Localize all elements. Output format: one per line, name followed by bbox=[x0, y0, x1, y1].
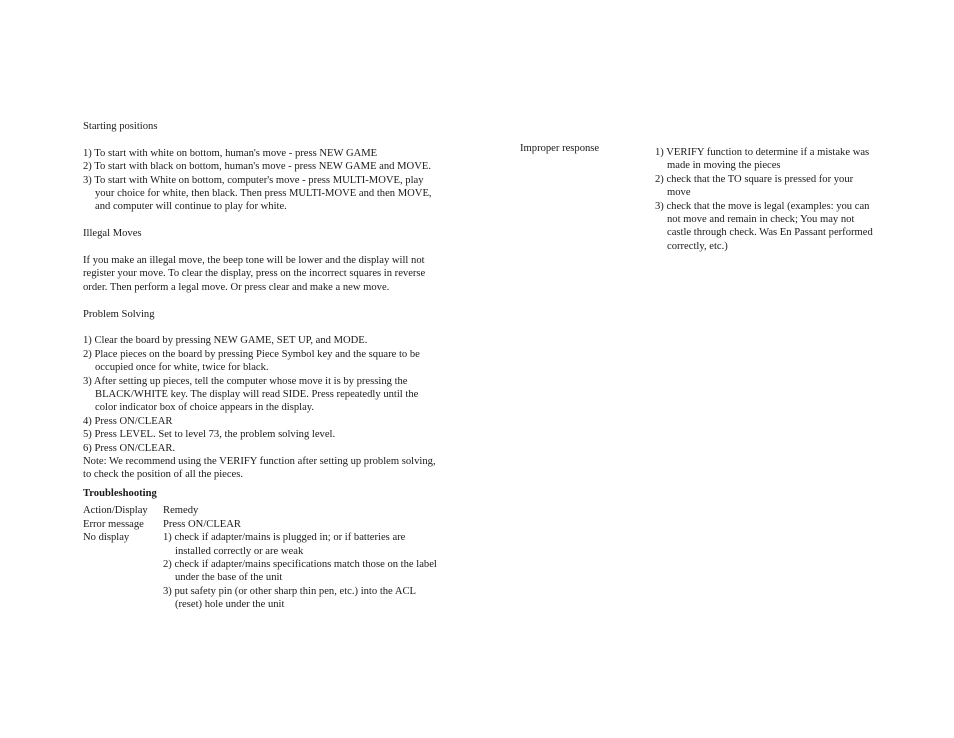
left-column bbox=[83, 120, 438, 612]
list-item: 1) Clear the board by pressing NEW GAME, SET UP, and MODE. bbox=[83, 335, 368, 347]
illegal-moves-text: If you make an illegal move, the beep tone will be lower and the display will not register your move. To clear the display, press on the incorrect squares in reverse order. Then perform a legal move. Or press clear and make a new move. bbox=[83, 255, 426, 293]
list-item: 2) To start with black on bottom, human's move - press NEW GAME and MOVE. bbox=[83, 161, 431, 173]
error-message-label: Error message bbox=[83, 518, 144, 530]
improper-response-list bbox=[655, 146, 877, 253]
illegal-moves-heading: Illegal Moves bbox=[83, 228, 142, 240]
starting-positions-list bbox=[83, 147, 438, 214]
list-item: 2) check that the TO square is pressed for your move bbox=[655, 173, 854, 199]
action-display-header: Action/Display bbox=[83, 505, 148, 517]
no-display-label: No display bbox=[83, 532, 130, 544]
list-item: 5) Press LEVEL. Set to level 73, the problem solving level. bbox=[83, 429, 336, 441]
list-item: 4) Press ON/CLEAR bbox=[83, 415, 173, 427]
troubleshooting-heading: Troubleshooting bbox=[83, 487, 157, 499]
list-item: 3) To start with White on bottom, computer's move - press MULTI-MOVE, play your choice for white, then black. Then press MULTI-MOVE and then MOVE, and computer will continue to play for white. bbox=[83, 174, 432, 213]
list-item: 6) Press ON/CLEAR. bbox=[83, 442, 176, 454]
problem-solving-list bbox=[83, 334, 438, 455]
problem-solving-note: Note: We recommend using the VERIFY function after setting up problem solving, to check the position of all the pieces. bbox=[83, 456, 436, 481]
list-item: 1) VERIFY function to determine if a mistake was made in moving the pieces bbox=[655, 147, 870, 172]
list-item: 1) To start with white on bottom, human's move - press NEW GAME bbox=[83, 147, 378, 159]
starting-positions-heading: Starting positions bbox=[83, 121, 158, 132]
no-display-remedies bbox=[163, 531, 438, 611]
list-item: 3) check that the move is legal (examples: you can not move and remain in check; You may not castle through check. Was En Passant performed correctly, etc.) bbox=[655, 200, 873, 252]
list-item: 3) After setting up pieces, tell the computer whose move it is by pressing the BLACK/WHITE key. The display will read SIDE. Press repeatedly until the color indicator box of choice appears in the display. bbox=[83, 375, 419, 414]
list-item: 3) put safety pin (or other sharp thin pen, etc.) into the ACL (reset) hole under the unit bbox=[163, 585, 416, 611]
list-item: 2) check if adapter/mains specifications match those on the label under the base of the unit bbox=[163, 558, 437, 584]
improper-response-label: Improper response bbox=[520, 143, 600, 154]
problem-solving-heading: Problem Solving bbox=[83, 308, 155, 320]
remedy-header: Remedy bbox=[163, 505, 199, 517]
troubleshooting-table bbox=[83, 504, 438, 611]
list-item: 1) check if adapter/mains is plugged in; or if batteries are installed correctly or are weak bbox=[163, 532, 406, 557]
error-message-remedy: Press ON/CLEAR bbox=[163, 518, 241, 530]
improper-response-remedies bbox=[655, 146, 877, 253]
list-item: 2) Place pieces on the board by pressing Piece Symbol key and the square to be occupied once for white, twice for black. bbox=[83, 348, 420, 374]
